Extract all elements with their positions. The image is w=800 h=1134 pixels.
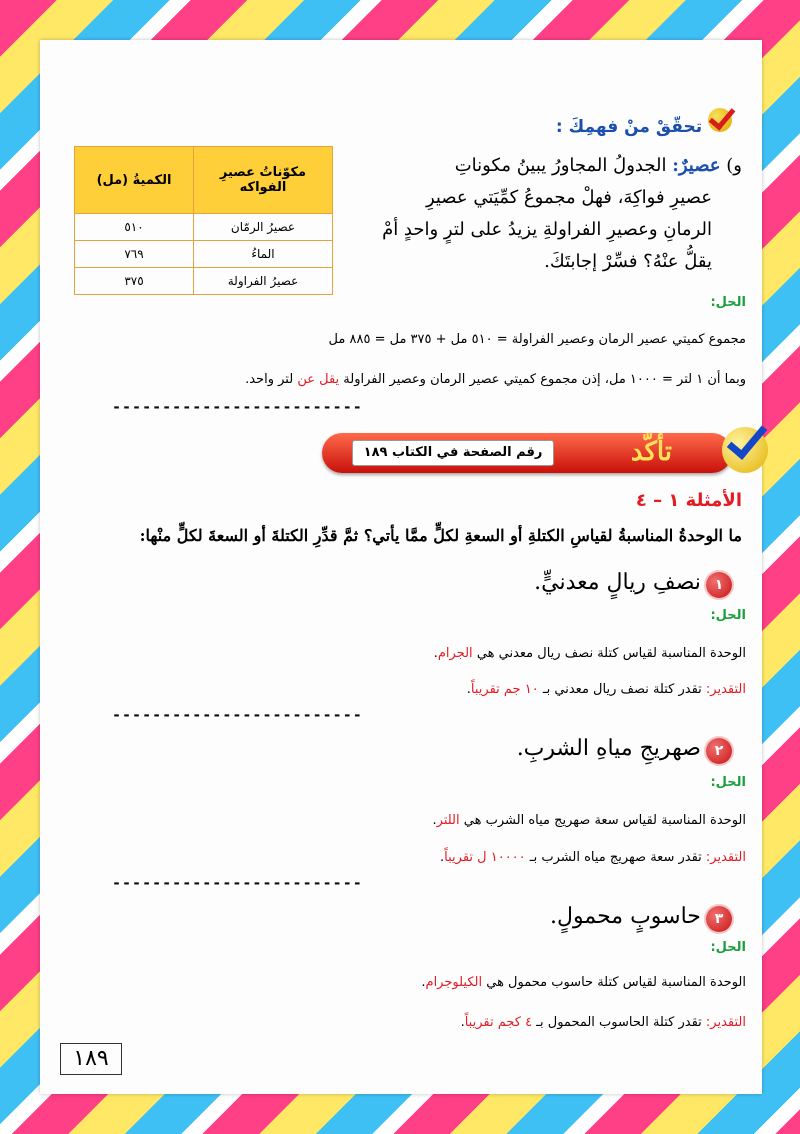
item-text: حاسوبٍ محمولٍ. bbox=[550, 904, 701, 929]
solution-label: الحل: bbox=[710, 295, 746, 310]
divider: ------------------------- bbox=[112, 706, 363, 724]
solution-label: الحل: bbox=[710, 608, 746, 623]
table-cell-qty: ٣٧٥ bbox=[75, 268, 194, 295]
item-number-badge: ٢ bbox=[706, 738, 732, 764]
unit-text: الوحدة المناسبة لقياس كتلة نصف ريال معدني هي bbox=[476, 646, 746, 661]
item-2-estimate: التقدير: تقدر سعة صهريج مياه الشرب بـ ١٠٠٠٠ ل تقريباً. bbox=[440, 850, 746, 865]
estimate-label: التقدير: bbox=[705, 850, 746, 865]
estimate-label: التقدير: bbox=[705, 682, 746, 697]
table-row bbox=[75, 241, 333, 268]
unit-text: الوحدة المناسبة لقياس سعة صهريج مياه الشرب هي bbox=[463, 813, 746, 828]
question-letter: و) bbox=[726, 155, 742, 176]
confirm-banner bbox=[322, 433, 732, 473]
estimate-answer: ١٠٠٠٠ ل تقريباً bbox=[444, 850, 526, 865]
big-checkmark-icon bbox=[722, 427, 768, 473]
table-cell-qty: ٥١٠ bbox=[75, 214, 194, 241]
solution-label: الحل: bbox=[710, 775, 746, 790]
example-item-3 bbox=[550, 901, 732, 933]
item-number-badge: ١ bbox=[706, 572, 732, 598]
item-2-unit: الوحدة المناسبة لقياس سعة صهريج مياه الشرب هي اللتر. bbox=[432, 813, 746, 828]
item-number-badge: ٣ bbox=[706, 906, 732, 932]
estimate-text: تقدر كتلة الحاسوب المحمول بـ bbox=[536, 1015, 702, 1030]
page bbox=[40, 40, 762, 1094]
examples-title: الأمثلة ١ – ٤ bbox=[635, 490, 742, 511]
divider: ------------------------- bbox=[112, 874, 363, 892]
examples-prompt: ما الوحدةُ المناسبةُ لقياسِ الكتلةِ أو السعةِ لكلٍّ ممَّا يأتي؟ ثمَّ قدِّرِ الكتلةَ أو السعةَ لكلٍّ منْها: bbox=[139, 526, 742, 545]
question-line-2: عصيرِ فواكِهَ، فهلْ مجموعُ كمِّيَتي عصيرِ bbox=[425, 187, 712, 208]
unit-text: الوحدة المناسبة لقياس كتلة حاسوب محمول هي bbox=[486, 975, 746, 990]
estimate-answer: ٤ كجم تقريباً bbox=[464, 1015, 533, 1030]
estimate-text: تقدر كتلة نصف ريال معدني بـ bbox=[542, 682, 702, 697]
example-item-1 bbox=[534, 567, 732, 599]
divider: ------------------------- bbox=[112, 398, 363, 416]
question-line-4: يقلُّ عنْهُ؟ فسِّرْ إجابتَكَ. bbox=[544, 251, 712, 272]
example-item-2 bbox=[517, 733, 732, 765]
estimate-label: التقدير: bbox=[705, 1015, 746, 1030]
estimate-answer: ١٠ جم تقريباً bbox=[470, 682, 539, 697]
item-3-unit: الوحدة المناسبة لقياس كتلة حاسوب محمول هي الكيلوجرام. bbox=[421, 975, 746, 990]
item-1-unit: الوحدة المناسبة لقياس كتلة نصف ريال معدني هي الجرام. bbox=[433, 646, 746, 661]
check-header-label: تحقّقْ منْ فهمِكَ : bbox=[555, 117, 703, 137]
banner-page-ref: رقم الصفحة في الكتاب ١٨٩ bbox=[352, 440, 554, 466]
table-cell-item: الماءُ bbox=[194, 241, 333, 268]
table-cell-item: عصيرُ الفراولة bbox=[194, 268, 333, 295]
solution-line-2-a: وبما أن ١ لتر = ١٠٠٠ مل، إذن مجموع كميتي عصير الرمان وعصير الفراولة bbox=[343, 372, 746, 387]
check-header bbox=[556, 108, 732, 137]
question-w bbox=[342, 150, 742, 278]
solution-label: الحل: bbox=[710, 940, 746, 955]
page-number: ١٨٩ bbox=[60, 1043, 122, 1075]
solution-line-2 bbox=[245, 372, 746, 387]
table-cell-item: عصيرُ الرمّان bbox=[194, 214, 333, 241]
question-line-3: الرمانِ وعصيرِ الفراولةِ يزيدُ على لترٍ واحدٍ أمْ bbox=[382, 219, 712, 240]
question-keyword: عصيرٌ: bbox=[672, 155, 721, 176]
item-3-estimate: التقدير: تقدر كتلة الحاسوب المحمول بـ ٤ كجم تقريباً. bbox=[460, 1015, 746, 1030]
item-1-estimate: التقدير: تقدر كتلة نصف ريال معدني بـ ١٠ جم تقريباً. bbox=[466, 682, 746, 697]
banner-word: تأكّد bbox=[630, 437, 672, 467]
estimate-text: تقدر سعة صهريج مياه الشرب بـ bbox=[529, 850, 702, 865]
table-header-item: مكوّناتُ عصيرِ الفواكه bbox=[194, 147, 333, 214]
table-row bbox=[75, 268, 333, 295]
unit-answer: الجرام bbox=[437, 646, 473, 661]
table-header-qty: الكميةُ (مل) bbox=[75, 147, 194, 214]
solution-line-2-red: يقل عن bbox=[297, 372, 340, 387]
ingredients-table-wrap bbox=[74, 146, 333, 295]
ingredients-table bbox=[74, 146, 333, 295]
item-text: نصفِ ريالٍ معدنيٍّ. bbox=[534, 570, 701, 595]
table-cell-qty: ٧٦٩ bbox=[75, 241, 194, 268]
item-text: صهريجِ مياهِ الشربِ. bbox=[516, 736, 701, 761]
table-row bbox=[75, 214, 333, 241]
unit-answer: الكيلوجرام bbox=[425, 975, 483, 990]
checkmark-icon bbox=[708, 108, 732, 132]
solution-line-2-b: لتر واحد. bbox=[245, 372, 294, 387]
solution-line-1: مجموع كميتي عصير الرمان وعصير الفراولة = ٥١٠ مل + ٣٧٥ مل = ٨٨٥ مل bbox=[328, 332, 746, 347]
unit-answer: اللتر bbox=[436, 813, 460, 828]
question-line-1: الجدولُ المجاورُ يبينُ مكوناتِ bbox=[454, 155, 667, 176]
